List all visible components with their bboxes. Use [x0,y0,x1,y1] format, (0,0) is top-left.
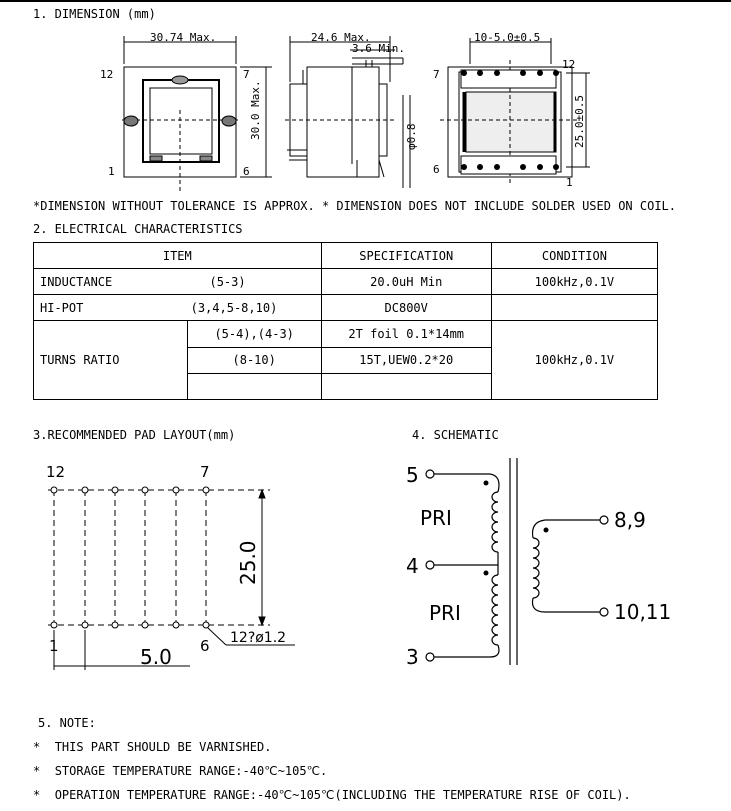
dimension-note: *DIMENSION WITHOUT TOLERANCE IS APPROX. * DIMENSION DOES NOT INCLUDE SOLDER USED ON COIL. [33,199,676,213]
inductance-pins: (5-3) [209,274,246,289]
inductance-condition: 100kHz,0.1V [491,269,657,295]
note-text-1: THIS PART SHOULD BE VARNISHED. [54,740,272,754]
side-width-dim: 24.6 Max. [311,31,371,44]
bottom-row-dim: 25.0±0.5 [573,95,586,148]
note-item-3: * OPERATION TEMPERATURE RANGE:-40℃~105℃(INCLUDING THE TEMPERATURE RISE OF COIL). [33,788,631,802]
turns-row3-pins-empty [187,373,321,399]
front-pin-7: 7 [243,68,250,81]
schematic-pri-lower: PRI [429,601,461,625]
note-text-3: OPERATION TEMPERATURE RANGE:-40℃~105℃(INCLUDING THE TEMPERATURE RISE OF COIL). [54,788,631,802]
turns-row2-spec: 15T,UEW0.2*20 [321,347,491,373]
bottom-pin-12: 12 [562,58,576,71]
section2-title: 2. ELECTRICAL CHARACTERISTICS [33,222,243,236]
hipot-label: HI-POT [40,300,84,315]
front-pin-6: 6 [243,165,250,178]
pad-pin-1: 1 [49,637,59,655]
turns-ratio-label: TURNS RATIO [34,321,188,400]
header-spec: SPECIFICATION [321,243,491,269]
section3-title: 3.RECOMMENDED PAD LAYOUT(mm) [33,428,236,442]
hipot-cell [34,295,322,321]
electrical-table [33,242,658,400]
note-text-2: STORAGE TEMPERATURE RANGE:-40℃~105℃. [54,764,328,778]
section4-title: 4. SCHEMATIC [412,428,499,442]
turns-row1-pins: (5-4),(4-3) [187,321,321,347]
front-pin-1: 1 [108,165,115,178]
header-condition: CONDITION [491,243,657,269]
pad-pin-6: 6 [200,637,210,655]
turns-row2-pins: (8-10) [187,347,321,373]
pad-pin-12: 12 [46,463,66,481]
bottom-pitch-dim: 10-5.0±0.5 [474,31,541,44]
pad-hole-size: 12?ø1.2 [230,630,287,646]
hipot-pins: (3,4,5-8,10) [190,300,278,315]
bottom-pin-1: 1 [566,176,573,189]
pad-pin-7: 7 [200,463,210,481]
front-width-dim: 30.74 Max. [150,31,217,44]
bottom-pin-7: 7 [433,68,440,81]
pad-pitch: 5.0 [140,645,172,669]
schematic-pin-10-11: 10,11 [614,600,672,624]
note-item-1: * THIS PART SHOULD BE VARNISHED. [33,740,272,754]
inductance-spec: 20.0uH Min [321,269,491,295]
pad-row-spacing: 25.0 [236,540,260,585]
side-pin-length-dim: 3.6 Min. [352,42,405,55]
turns-condition: 100kHz,0.1V [491,321,657,400]
front-pin-12: 12 [100,68,114,81]
bottom-pin-6: 6 [433,163,440,176]
inductance-label: INDUCTANCE [40,274,113,289]
inductance-cell [34,269,322,295]
front-height-dim: 30.0 Max. [249,80,262,140]
schematic-pin-8-9: 8,9 [614,508,646,532]
turns-row3-spec-empty [321,373,491,399]
header-item: ITEM [34,243,322,269]
schematic-pri-upper: PRI [420,506,452,530]
section5-title: 5. NOTE: [38,716,96,730]
hipot-spec: DC800V [321,295,491,321]
note-item-2: * STORAGE TEMPERATURE RANGE:-40℃~105℃. [33,764,328,778]
schematic-pin-3: 3 [406,645,419,669]
schematic-pin-5: 5 [406,463,419,487]
schematic-pin-4: 4 [406,554,419,578]
section1-title: 1. DIMENSION (mm) [33,7,156,21]
hipot-condition-empty [491,295,657,321]
pin-diameter-dim: φ0.8 [405,123,418,150]
turns-row1-spec: 2T foil 0.1*14mm [321,321,491,347]
